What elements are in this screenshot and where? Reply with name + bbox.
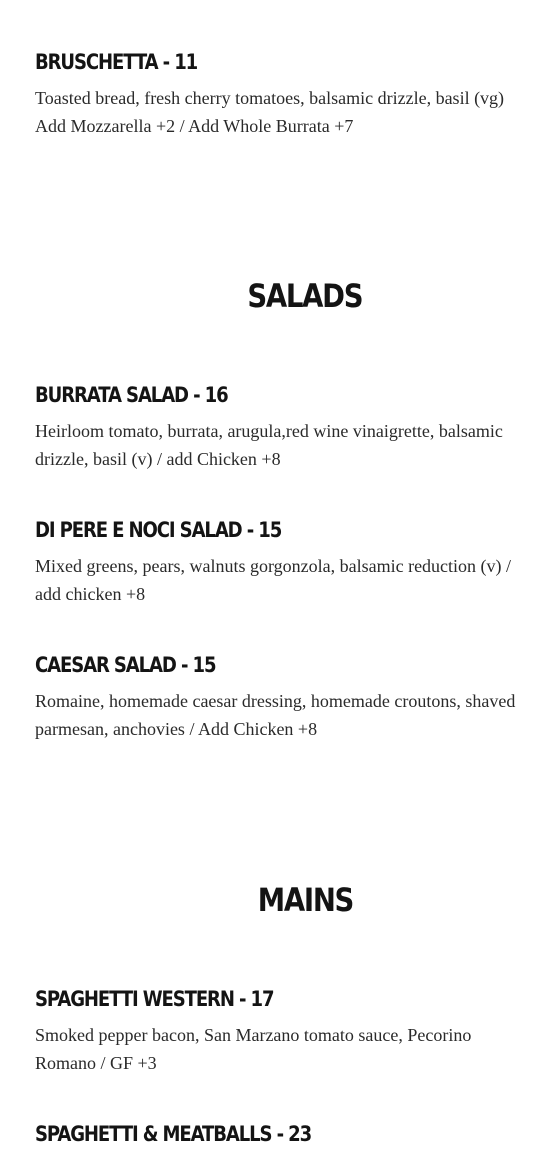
menu-item-description: Toasted bread, fresh cherry tomatoes, balsamic drizzle, basil (vg) Add Mozzarella +2 / Add Whole Burrata +7 xyxy=(35,88,505,136)
menu-item-spaghetti-meatballs xyxy=(35,1120,530,1148)
menu-item-description: Romaine, homemade caesar dressing, homemade croutons, shaved parmesan, anchovies / Add Chicken +8 xyxy=(35,691,516,739)
menu-item-title: BURRATA SALAD - 16 xyxy=(35,383,228,407)
section-heading-text: MAINS xyxy=(257,881,353,919)
menu-item-description: Smoked pepper bacon, San Marzano tomato sauce, Pecorino Romano / GF +3 xyxy=(35,1025,472,1073)
section-heading-mains xyxy=(0,880,550,920)
menu-item-title: SPAGHETTI & MEATBALLS - 23 xyxy=(35,1122,312,1146)
menu-item-title: CAESAR SALAD - 15 xyxy=(35,653,216,677)
menu-item-title: DI PERE E NOCI SALAD - 15 xyxy=(35,518,282,542)
menu-item-title: SPAGHETTI WESTERN - 17 xyxy=(35,987,274,1011)
menu-item-burrata-salad xyxy=(35,381,530,473)
section-heading-salads xyxy=(0,276,550,316)
menu-item-title: BRUSCHETTA - 11 xyxy=(35,50,198,74)
menu-item-spaghetti-western xyxy=(35,985,530,1077)
menu-item-bruschetta xyxy=(35,48,530,140)
section-heading-text: SALADS xyxy=(247,277,363,315)
menu-item-description: Mixed greens, pears, walnuts gorgonzola, balsamic reduction (v) / add chicken +8 xyxy=(35,556,512,604)
menu-item-di-pere-e-noci-salad xyxy=(35,516,530,608)
menu-item-caesar-salad xyxy=(35,651,530,743)
menu-item-description: Heirloom tomato, burrata, arugula,red wine vinaigrette, balsamic drizzle, basil (v) / add Chicken +8 xyxy=(35,421,503,469)
